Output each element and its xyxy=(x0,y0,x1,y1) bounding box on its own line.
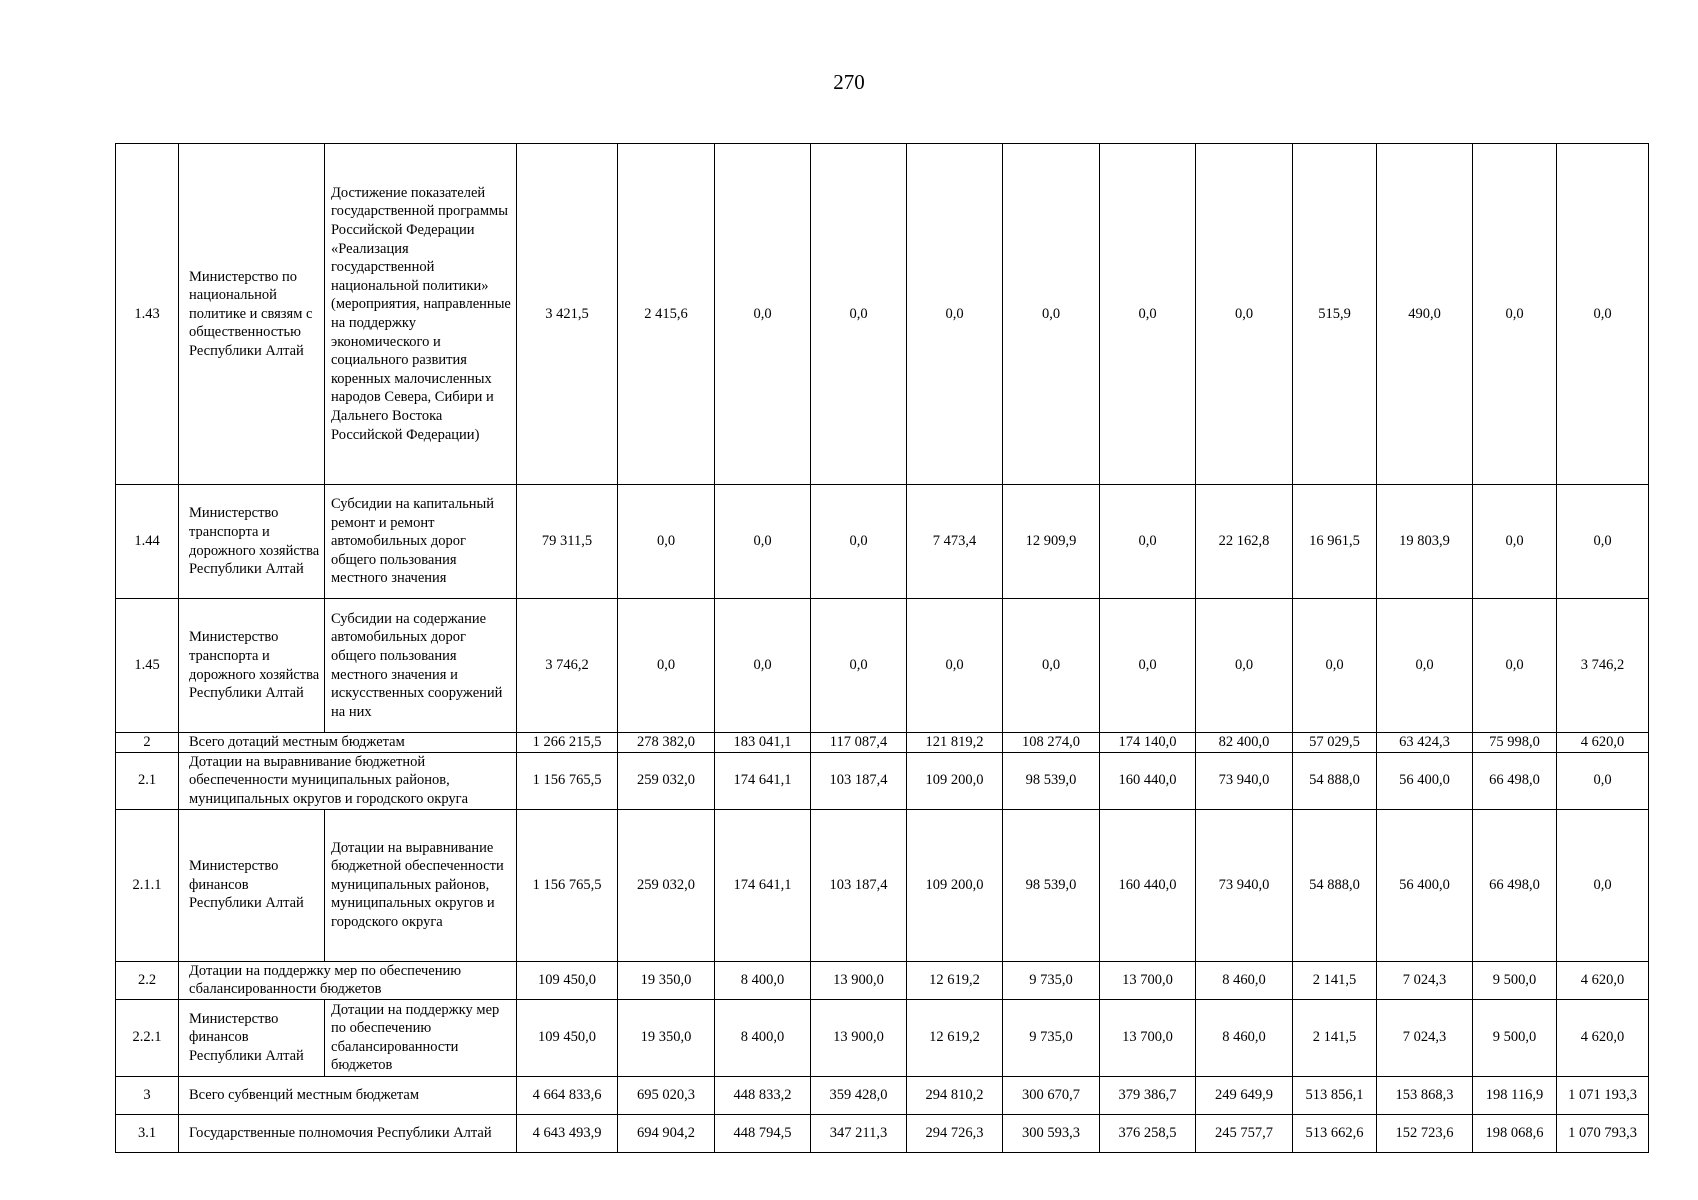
value-cell: 1 070 793,3 xyxy=(1557,1114,1649,1152)
value-cell: 19 350,0 xyxy=(618,961,715,999)
value-cell: 376 258,5 xyxy=(1100,1114,1196,1152)
value-cell: 13 900,0 xyxy=(811,961,907,999)
value-cell: 54 888,0 xyxy=(1293,752,1377,809)
value-cell: 9 735,0 xyxy=(1003,961,1100,999)
value-cell: 117 087,4 xyxy=(811,733,907,753)
organization-cell: Министерство финансов Республики Алтай xyxy=(179,999,325,1076)
row-code: 2.2.1 xyxy=(116,999,179,1076)
value-cell: 515,9 xyxy=(1293,144,1377,485)
value-cell: 294 810,2 xyxy=(907,1076,1003,1114)
organization-cell: Министерство финансов Республики Алтай xyxy=(179,809,325,961)
value-cell: 98 539,0 xyxy=(1003,752,1100,809)
value-cell: 0,0 xyxy=(1003,599,1100,733)
row-code: 2.1.1 xyxy=(116,809,179,961)
table-row xyxy=(116,809,1649,961)
table-row xyxy=(116,999,1649,1076)
value-cell: 0,0 xyxy=(1100,144,1196,485)
value-cell: 0,0 xyxy=(618,485,715,599)
organization-cell: Министерство по национальной политике и связям с общественностью Республики Алтай xyxy=(179,144,325,485)
value-cell: 4 620,0 xyxy=(1557,733,1649,753)
value-cell: 347 211,3 xyxy=(811,1114,907,1152)
value-cell: 19 803,9 xyxy=(1377,485,1473,599)
value-cell: 82 400,0 xyxy=(1196,733,1293,753)
value-cell: 0,0 xyxy=(1473,485,1557,599)
value-cell: 12 909,9 xyxy=(1003,485,1100,599)
value-cell: 174 140,0 xyxy=(1100,733,1196,753)
value-cell: 13 700,0 xyxy=(1100,999,1196,1076)
value-cell: 9 500,0 xyxy=(1473,999,1557,1076)
value-cell: 1 071 193,3 xyxy=(1557,1076,1649,1114)
value-cell: 4 620,0 xyxy=(1557,999,1649,1076)
value-cell: 0,0 xyxy=(1557,809,1649,961)
value-cell: 103 187,4 xyxy=(811,809,907,961)
value-cell: 174 641,1 xyxy=(715,809,811,961)
row-code: 3 xyxy=(116,1076,179,1114)
value-cell: 153 868,3 xyxy=(1377,1076,1473,1114)
value-cell: 0,0 xyxy=(715,144,811,485)
value-cell: 0,0 xyxy=(1377,599,1473,733)
value-cell: 152 723,6 xyxy=(1377,1114,1473,1152)
row-code: 1.45 xyxy=(116,599,179,733)
table-row xyxy=(116,961,1649,999)
table-row xyxy=(116,733,1649,753)
value-cell: 9 500,0 xyxy=(1473,961,1557,999)
value-cell: 4 643 493,9 xyxy=(517,1114,618,1152)
purpose-cell: Дотации на выравнивание бюджетной обеспеченности муниципальных районов, муниципальных округов и городского округа xyxy=(325,809,517,961)
value-cell: 448 833,2 xyxy=(715,1076,811,1114)
row-title: Дотации на поддержку мер по обеспечению сбалансированности бюджетов xyxy=(179,961,517,999)
value-cell: 490,0 xyxy=(1377,144,1473,485)
value-cell: 1 156 765,5 xyxy=(517,809,618,961)
value-cell: 8 400,0 xyxy=(715,961,811,999)
value-cell: 98 539,0 xyxy=(1003,809,1100,961)
value-cell: 103 187,4 xyxy=(811,752,907,809)
row-code: 2.1 xyxy=(116,752,179,809)
row-title: Всего субвенций местным бюджетам xyxy=(179,1076,517,1114)
value-cell: 73 940,0 xyxy=(1196,752,1293,809)
value-cell: 379 386,7 xyxy=(1100,1076,1196,1114)
value-cell: 22 162,8 xyxy=(1196,485,1293,599)
value-cell: 448 794,5 xyxy=(715,1114,811,1152)
row-code: 1.44 xyxy=(116,485,179,599)
value-cell: 2 415,6 xyxy=(618,144,715,485)
value-cell: 7 024,3 xyxy=(1377,961,1473,999)
value-cell: 0,0 xyxy=(811,599,907,733)
purpose-cell: Субсидии на содержание автомобильных дорог общего пользования местного значения и искусственных сооружений на них xyxy=(325,599,517,733)
value-cell: 0,0 xyxy=(1100,599,1196,733)
value-cell: 3 746,2 xyxy=(517,599,618,733)
value-cell: 0,0 xyxy=(715,485,811,599)
value-cell: 278 382,0 xyxy=(618,733,715,753)
row-title: Всего дотаций местным бюджетам xyxy=(179,733,517,753)
table-row xyxy=(116,1114,1649,1152)
value-cell: 0,0 xyxy=(1473,599,1557,733)
value-cell: 66 498,0 xyxy=(1473,752,1557,809)
value-cell: 2 141,5 xyxy=(1293,961,1377,999)
value-cell: 73 940,0 xyxy=(1196,809,1293,961)
value-cell: 249 649,9 xyxy=(1196,1076,1293,1114)
value-cell: 174 641,1 xyxy=(715,752,811,809)
value-cell: 0,0 xyxy=(907,599,1003,733)
value-cell: 4 620,0 xyxy=(1557,961,1649,999)
value-cell: 13 700,0 xyxy=(1100,961,1196,999)
value-cell: 56 400,0 xyxy=(1377,809,1473,961)
value-cell: 8 400,0 xyxy=(715,999,811,1076)
value-cell: 13 900,0 xyxy=(811,999,907,1076)
value-cell: 0,0 xyxy=(1003,144,1100,485)
row-code: 2 xyxy=(116,733,179,753)
value-cell: 109 200,0 xyxy=(907,752,1003,809)
value-cell: 259 032,0 xyxy=(618,752,715,809)
value-cell: 0,0 xyxy=(811,144,907,485)
value-cell: 16 961,5 xyxy=(1293,485,1377,599)
value-cell: 9 735,0 xyxy=(1003,999,1100,1076)
row-code: 3.1 xyxy=(116,1114,179,1152)
value-cell: 109 450,0 xyxy=(517,999,618,1076)
value-cell: 160 440,0 xyxy=(1100,752,1196,809)
value-cell: 183 041,1 xyxy=(715,733,811,753)
value-cell: 0,0 xyxy=(907,144,1003,485)
value-cell: 19 350,0 xyxy=(618,999,715,1076)
row-title: Дотации на выравнивание бюджетной обеспеченности муниципальных районов, муниципальных округов и городского округа xyxy=(179,752,517,809)
value-cell: 694 904,2 xyxy=(618,1114,715,1152)
value-cell: 75 998,0 xyxy=(1473,733,1557,753)
value-cell: 0,0 xyxy=(715,599,811,733)
value-cell: 0,0 xyxy=(1557,752,1649,809)
row-code: 2.2 xyxy=(116,961,179,999)
value-cell: 3 746,2 xyxy=(1557,599,1649,733)
table-row xyxy=(116,1076,1649,1114)
value-cell: 0,0 xyxy=(1473,144,1557,485)
value-cell: 294 726,3 xyxy=(907,1114,1003,1152)
value-cell: 109 450,0 xyxy=(517,961,618,999)
value-cell: 0,0 xyxy=(1196,144,1293,485)
value-cell: 259 032,0 xyxy=(618,809,715,961)
value-cell: 66 498,0 xyxy=(1473,809,1557,961)
value-cell: 0,0 xyxy=(1557,485,1649,599)
value-cell: 695 020,3 xyxy=(618,1076,715,1114)
table-row xyxy=(116,599,1649,733)
organization-cell: Министерство транспорта и дорожного хозяйства Республики Алтай xyxy=(179,485,325,599)
value-cell: 198 068,6 xyxy=(1473,1114,1557,1152)
value-cell: 513 856,1 xyxy=(1293,1076,1377,1114)
value-cell: 0,0 xyxy=(618,599,715,733)
value-cell: 8 460,0 xyxy=(1196,961,1293,999)
value-cell: 0,0 xyxy=(811,485,907,599)
value-cell: 7 473,4 xyxy=(907,485,1003,599)
value-cell: 0,0 xyxy=(1557,144,1649,485)
value-cell: 300 670,7 xyxy=(1003,1076,1100,1114)
value-cell: 359 428,0 xyxy=(811,1076,907,1114)
value-cell: 160 440,0 xyxy=(1100,809,1196,961)
value-cell: 245 757,7 xyxy=(1196,1114,1293,1152)
purpose-cell: Дотации на поддержку мер по обеспечению сбалансированности бюджетов xyxy=(325,999,517,1076)
value-cell: 198 116,9 xyxy=(1473,1076,1557,1114)
page-number: 270 xyxy=(833,70,865,94)
value-cell: 300 593,3 xyxy=(1003,1114,1100,1152)
value-cell: 1 266 215,5 xyxy=(517,733,618,753)
budget-table xyxy=(115,143,1649,1153)
value-cell: 54 888,0 xyxy=(1293,809,1377,961)
value-cell: 12 619,2 xyxy=(907,999,1003,1076)
value-cell: 109 200,0 xyxy=(907,809,1003,961)
organization-cell: Министерство транспорта и дорожного хозяйства Республики Алтай xyxy=(179,599,325,733)
value-cell: 513 662,6 xyxy=(1293,1114,1377,1152)
value-cell: 0,0 xyxy=(1293,599,1377,733)
value-cell: 0,0 xyxy=(1100,485,1196,599)
value-cell: 3 421,5 xyxy=(517,144,618,485)
value-cell: 12 619,2 xyxy=(907,961,1003,999)
purpose-cell: Субсидии на капитальный ремонт и ремонт автомобильных дорог общего пользования местного значения xyxy=(325,485,517,599)
value-cell: 57 029,5 xyxy=(1293,733,1377,753)
value-cell: 63 424,3 xyxy=(1377,733,1473,753)
value-cell: 8 460,0 xyxy=(1196,999,1293,1076)
row-title: Государственные полномочия Республики Алтай xyxy=(179,1114,517,1152)
value-cell: 0,0 xyxy=(1196,599,1293,733)
value-cell: 56 400,0 xyxy=(1377,752,1473,809)
value-cell: 79 311,5 xyxy=(517,485,618,599)
value-cell: 7 024,3 xyxy=(1377,999,1473,1076)
value-cell: 121 819,2 xyxy=(907,733,1003,753)
row-code: 1.43 xyxy=(116,144,179,485)
value-cell: 108 274,0 xyxy=(1003,733,1100,753)
purpose-cell: Достижение показателей государственной программы Российской Федерации «Реализация государственной национальной политики» (мероприятия, направленные на поддержку экономического и социального развития коренных малочисленных народов Севера, Сибири и Дальнего Востока Российской Федерации) xyxy=(325,144,517,485)
value-cell: 1 156 765,5 xyxy=(517,752,618,809)
value-cell: 4 664 833,6 xyxy=(517,1076,618,1114)
table-row xyxy=(116,752,1649,809)
value-cell: 2 141,5 xyxy=(1293,999,1377,1076)
table-row xyxy=(116,485,1649,599)
table-row xyxy=(116,144,1649,485)
